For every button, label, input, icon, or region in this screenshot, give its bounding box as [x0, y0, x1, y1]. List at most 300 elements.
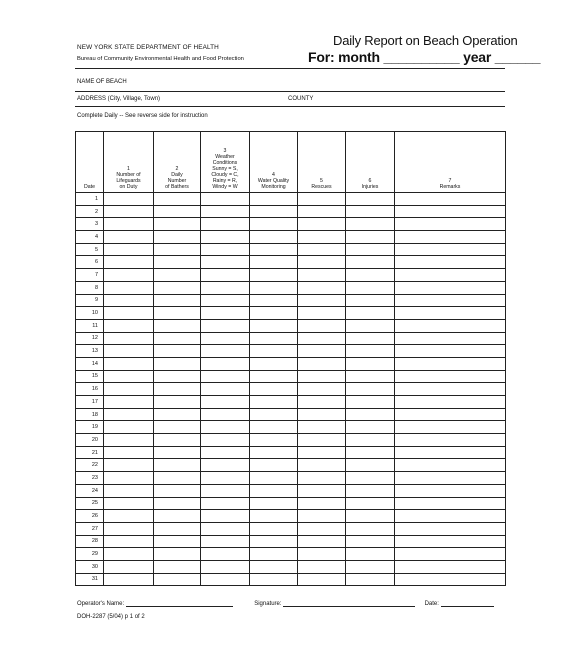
entry-cell[interactable] [104, 408, 154, 421]
entry-cell[interactable] [346, 408, 395, 421]
day-number: 17 [76, 396, 104, 409]
entry-cell[interactable] [201, 357, 250, 370]
entry-cell[interactable] [298, 307, 346, 320]
entry-cell[interactable] [395, 205, 506, 218]
entry-cell[interactable] [201, 548, 250, 561]
entry-cell[interactable] [298, 218, 346, 231]
entry-cell[interactable] [104, 307, 154, 320]
entry-cell[interactable] [201, 218, 250, 231]
entry-cell[interactable] [201, 510, 250, 523]
entry-cell[interactable] [346, 497, 395, 510]
entry-cell[interactable] [395, 472, 506, 485]
entry-cell[interactable] [201, 281, 250, 294]
entry-cell[interactable] [201, 193, 250, 206]
column-header [346, 132, 395, 193]
column-header-line: Monitoring [261, 184, 286, 190]
day-number: 13 [76, 345, 104, 358]
entry-cell[interactable] [298, 319, 346, 332]
entry-cell[interactable] [346, 510, 395, 523]
entry-cell[interactable] [201, 370, 250, 383]
day-number: 3 [76, 218, 104, 231]
table-row [76, 231, 506, 244]
table-row [76, 446, 506, 459]
entry-cell[interactable] [201, 421, 250, 434]
entry-cell[interactable] [154, 256, 201, 269]
entry-cell[interactable] [201, 484, 250, 497]
bureau-name: Bureau of Community Environmental Health and Food Protection [77, 56, 244, 62]
entry-cell[interactable] [250, 472, 298, 485]
entry-cell[interactable] [250, 535, 298, 548]
entry-cell[interactable] [104, 243, 154, 256]
entry-cell[interactable] [395, 370, 506, 383]
table-row [76, 573, 506, 586]
entry-cell[interactable] [104, 294, 154, 307]
entry-cell[interactable] [250, 408, 298, 421]
entry-cell[interactable] [346, 218, 395, 231]
entry-cell[interactable] [201, 472, 250, 485]
entry-cell[interactable] [298, 256, 346, 269]
table-row [76, 243, 506, 256]
entry-cell[interactable] [154, 497, 201, 510]
entry-cell[interactable] [104, 383, 154, 396]
entry-cell[interactable] [104, 357, 154, 370]
entry-cell[interactable] [154, 421, 201, 434]
entry-cell[interactable] [250, 370, 298, 383]
entry-cell[interactable] [154, 294, 201, 307]
entry-cell[interactable] [154, 548, 201, 561]
entry-cell[interactable] [250, 446, 298, 459]
entry-cell[interactable] [250, 357, 298, 370]
entry-cell[interactable] [346, 319, 395, 332]
entry-cell[interactable] [346, 193, 395, 206]
entry-cell[interactable] [250, 307, 298, 320]
table-row [76, 193, 506, 206]
entry-cell[interactable] [346, 573, 395, 586]
entry-cell[interactable] [346, 434, 395, 447]
day-number: 14 [76, 357, 104, 370]
column-header-line: Windy = W [212, 184, 238, 190]
entry-cell[interactable] [201, 256, 250, 269]
entry-cell[interactable] [154, 370, 201, 383]
entry-cell[interactable] [346, 307, 395, 320]
entry-cell[interactable] [154, 573, 201, 586]
entry-cell[interactable] [250, 332, 298, 345]
entry-cell[interactable] [298, 370, 346, 383]
daily-log-table [75, 131, 506, 586]
entry-cell[interactable] [250, 396, 298, 409]
entry-cell[interactable] [250, 231, 298, 244]
entry-cell[interactable] [298, 281, 346, 294]
entry-cell[interactable] [201, 434, 250, 447]
day-number: 22 [76, 459, 104, 472]
column-header [104, 132, 154, 193]
entry-cell[interactable] [104, 560, 154, 573]
date-field[interactable] [441, 600, 494, 607]
column-header-line: Rescues [311, 184, 332, 190]
column-header-line: on Duty [119, 184, 138, 190]
entry-cell[interactable] [201, 535, 250, 548]
entry-cell[interactable] [250, 319, 298, 332]
entry-cell[interactable] [395, 294, 506, 307]
entry-cell[interactable] [395, 510, 506, 523]
agency-name: NEW YORK STATE DEPARTMENT OF HEALTH [77, 44, 219, 51]
table-row [76, 269, 506, 282]
form-id: DOH-2287 (5/04) p 1 of 2 [77, 614, 145, 620]
entry-cell[interactable] [346, 472, 395, 485]
entry-cell[interactable] [250, 345, 298, 358]
entry-cell[interactable] [395, 421, 506, 434]
entry-cell[interactable] [154, 396, 201, 409]
table-header-row [76, 132, 506, 193]
entry-cell[interactable] [395, 446, 506, 459]
entry-cell[interactable] [395, 522, 506, 535]
entry-cell[interactable] [201, 231, 250, 244]
column-header [395, 132, 506, 193]
day-number: 30 [76, 560, 104, 573]
entry-cell[interactable] [395, 332, 506, 345]
entry-cell[interactable] [154, 459, 201, 472]
entry-cell[interactable] [395, 319, 506, 332]
entry-cell[interactable] [395, 548, 506, 561]
entry-cell[interactable] [201, 269, 250, 282]
entry-cell[interactable] [104, 345, 154, 358]
entry-cell[interactable] [298, 383, 346, 396]
entry-cell[interactable] [104, 459, 154, 472]
entry-cell[interactable] [104, 269, 154, 282]
table-row [76, 332, 506, 345]
entry-cell[interactable] [104, 256, 154, 269]
entry-cell[interactable] [395, 193, 506, 206]
entry-cell[interactable] [104, 446, 154, 459]
footer-signature-row [77, 600, 494, 607]
entry-cell[interactable] [298, 193, 346, 206]
entry-cell[interactable] [104, 396, 154, 409]
entry-cell[interactable] [346, 383, 395, 396]
entry-cell[interactable] [346, 522, 395, 535]
entry-cell[interactable] [201, 243, 250, 256]
entry-cell[interactable] [154, 345, 201, 358]
entry-cell[interactable] [104, 319, 154, 332]
entry-cell[interactable] [154, 231, 201, 244]
entry-cell[interactable] [346, 243, 395, 256]
column-header-line: Conditions [212, 160, 238, 166]
entry-cell[interactable] [346, 294, 395, 307]
entry-cell[interactable] [250, 421, 298, 434]
entry-cell[interactable] [154, 269, 201, 282]
column-header-line: of Bathers [165, 184, 189, 190]
column-header-line: Rainy = R, [212, 178, 238, 184]
entry-cell[interactable] [201, 396, 250, 409]
entry-cell[interactable] [395, 357, 506, 370]
table-row [76, 560, 506, 573]
entry-cell[interactable] [395, 484, 506, 497]
entry-cell[interactable] [298, 345, 346, 358]
entry-cell[interactable] [395, 307, 506, 320]
entry-cell[interactable] [298, 459, 346, 472]
entry-cell[interactable] [154, 383, 201, 396]
day-number: 5 [76, 243, 104, 256]
entry-cell[interactable] [250, 193, 298, 206]
entry-cell[interactable] [346, 484, 395, 497]
entry-cell[interactable] [154, 218, 201, 231]
entry-cell[interactable] [154, 357, 201, 370]
entry-cell[interactable] [346, 357, 395, 370]
table-row [76, 294, 506, 307]
entry-cell[interactable] [395, 408, 506, 421]
entry-cell[interactable] [346, 535, 395, 548]
entry-cell[interactable] [104, 281, 154, 294]
entry-cell[interactable] [346, 332, 395, 345]
table-row [76, 281, 506, 294]
entry-cell[interactable] [154, 560, 201, 573]
entry-cell[interactable] [298, 497, 346, 510]
entry-cell[interactable] [250, 484, 298, 497]
entry-cell[interactable] [395, 396, 506, 409]
column-header-line: 7 [448, 178, 452, 184]
column-header-line: 2 [175, 166, 179, 172]
entry-cell[interactable] [154, 319, 201, 332]
entry-cell[interactable] [201, 573, 250, 586]
entry-cell[interactable] [104, 434, 154, 447]
entry-cell[interactable] [201, 383, 250, 396]
signature-label: Signature: [254, 601, 282, 607]
entry-cell[interactable] [395, 231, 506, 244]
day-number: 6 [76, 256, 104, 269]
entry-cell[interactable] [346, 256, 395, 269]
entry-cell[interactable] [346, 459, 395, 472]
entry-cell[interactable] [104, 573, 154, 586]
entry-cell[interactable] [395, 281, 506, 294]
day-number: 10 [76, 307, 104, 320]
table-row [76, 408, 506, 421]
entry-cell[interactable] [201, 522, 250, 535]
entry-cell[interactable] [250, 459, 298, 472]
entry-cell[interactable] [346, 560, 395, 573]
column-header-line: 1 [127, 166, 130, 172]
column-header [154, 132, 201, 193]
entry-cell[interactable] [201, 319, 250, 332]
entry-cell[interactable] [395, 434, 506, 447]
entry-cell[interactable] [154, 332, 201, 345]
entry-cell[interactable] [154, 472, 201, 485]
entry-cell[interactable] [104, 535, 154, 548]
entry-cell[interactable] [298, 484, 346, 497]
entry-cell[interactable] [395, 383, 506, 396]
table-row [76, 319, 506, 332]
day-number: 19 [76, 421, 104, 434]
entry-cell[interactable] [298, 269, 346, 282]
entry-cell[interactable] [346, 446, 395, 459]
entry-cell[interactable] [395, 560, 506, 573]
entry-cell[interactable] [154, 484, 201, 497]
entry-cell[interactable] [250, 560, 298, 573]
entry-cell[interactable] [395, 573, 506, 586]
table-row [76, 256, 506, 269]
entry-cell[interactable] [104, 510, 154, 523]
entry-cell[interactable] [154, 535, 201, 548]
entry-cell[interactable] [104, 421, 154, 434]
entry-cell[interactable] [154, 408, 201, 421]
entry-cell[interactable] [298, 408, 346, 421]
entry-cell[interactable] [395, 459, 506, 472]
day-number: 9 [76, 294, 104, 307]
header-divider [75, 68, 505, 69]
entry-cell[interactable] [201, 446, 250, 459]
report-period: For: month __________ year ______ [308, 49, 541, 65]
day-number: 12 [76, 332, 104, 345]
entry-cell[interactable] [104, 548, 154, 561]
table-row [76, 472, 506, 485]
entry-cell[interactable] [104, 332, 154, 345]
entry-cell[interactable] [154, 434, 201, 447]
table-row [76, 522, 506, 535]
table-row [76, 357, 506, 370]
entry-cell[interactable] [154, 281, 201, 294]
column-header-line: 3 [223, 148, 227, 154]
day-number: 23 [76, 472, 104, 485]
entry-cell[interactable] [154, 522, 201, 535]
entry-cell[interactable] [250, 243, 298, 256]
entry-cell[interactable] [104, 218, 154, 231]
entry-cell[interactable] [104, 484, 154, 497]
entry-cell[interactable] [250, 294, 298, 307]
entry-cell[interactable] [298, 560, 346, 573]
entry-cell[interactable] [395, 218, 506, 231]
entry-cell[interactable] [250, 522, 298, 535]
column-header-line: Weather [215, 154, 235, 160]
entry-cell[interactable] [298, 294, 346, 307]
entry-cell[interactable] [250, 497, 298, 510]
entry-cell[interactable] [298, 332, 346, 345]
entry-cell[interactable] [201, 560, 250, 573]
entry-cell[interactable] [104, 193, 154, 206]
entry-cell[interactable] [154, 243, 201, 256]
entry-cell[interactable] [201, 459, 250, 472]
entry-cell[interactable] [298, 573, 346, 586]
entry-cell[interactable] [395, 269, 506, 282]
column-header [250, 132, 298, 193]
table-row [76, 218, 506, 231]
day-number: 27 [76, 522, 104, 535]
address-line[interactable] [75, 106, 505, 107]
entry-cell[interactable] [346, 396, 395, 409]
table-row [76, 396, 506, 409]
entry-cell[interactable] [250, 256, 298, 269]
entry-cell[interactable] [250, 510, 298, 523]
entry-cell[interactable] [298, 231, 346, 244]
entry-cell[interactable] [104, 231, 154, 244]
entry-cell[interactable] [298, 535, 346, 548]
entry-cell[interactable] [395, 256, 506, 269]
day-number: 4 [76, 231, 104, 244]
entry-cell[interactable] [250, 269, 298, 282]
table-row [76, 484, 506, 497]
entry-cell[interactable] [250, 434, 298, 447]
entry-cell[interactable] [298, 510, 346, 523]
beach-name-label: NAME OF BEACH [77, 79, 127, 85]
entry-cell[interactable] [395, 497, 506, 510]
signature-field[interactable] [283, 600, 415, 607]
entry-cell[interactable] [250, 383, 298, 396]
entry-cell[interactable] [201, 408, 250, 421]
table-row [76, 548, 506, 561]
column-header-line: Lifeguards [116, 178, 141, 184]
entry-cell[interactable] [250, 573, 298, 586]
entry-cell[interactable] [154, 307, 201, 320]
entry-cell[interactable] [346, 370, 395, 383]
report-title: Daily Report on Beach Operation [333, 33, 518, 48]
entry-cell[interactable] [298, 243, 346, 256]
entry-cell[interactable] [250, 548, 298, 561]
beach-name-line[interactable] [75, 91, 505, 92]
entry-cell[interactable] [201, 307, 250, 320]
column-header-line: Number [167, 178, 187, 184]
entry-cell[interactable] [201, 345, 250, 358]
entry-cell[interactable] [201, 332, 250, 345]
entry-cell[interactable] [104, 522, 154, 535]
day-number: 24 [76, 484, 104, 497]
entry-cell[interactable] [298, 434, 346, 447]
entry-cell[interactable] [250, 205, 298, 218]
entry-cell[interactable] [104, 205, 154, 218]
entry-cell[interactable] [154, 205, 201, 218]
entry-cell[interactable] [346, 345, 395, 358]
entry-cell[interactable] [298, 357, 346, 370]
entry-cell[interactable] [395, 345, 506, 358]
entry-cell[interactable] [104, 370, 154, 383]
entry-cell[interactable] [298, 548, 346, 561]
entry-cell[interactable] [346, 281, 395, 294]
entry-cell[interactable] [154, 193, 201, 206]
entry-cell[interactable] [201, 294, 250, 307]
operator-name-field[interactable] [126, 600, 233, 607]
entry-cell[interactable] [298, 446, 346, 459]
column-header-line: Date [84, 184, 95, 190]
entry-cell[interactable] [395, 243, 506, 256]
column-header [76, 132, 104, 193]
entry-cell[interactable] [154, 446, 201, 459]
table-row [76, 535, 506, 548]
entry-cell[interactable] [395, 535, 506, 548]
day-number: 11 [76, 319, 104, 332]
entry-cell[interactable] [201, 205, 250, 218]
entry-cell[interactable] [298, 522, 346, 535]
entry-cell[interactable] [154, 510, 201, 523]
table-row [76, 205, 506, 218]
table-row [76, 434, 506, 447]
column-header [201, 132, 250, 193]
entry-cell[interactable] [298, 396, 346, 409]
entry-cell[interactable] [298, 205, 346, 218]
entry-cell[interactable] [201, 497, 250, 510]
entry-cell[interactable] [346, 269, 395, 282]
entry-cell[interactable] [250, 281, 298, 294]
column-header-line: Number of [116, 172, 141, 178]
table-row [76, 510, 506, 523]
entry-cell[interactable] [250, 218, 298, 231]
entry-cell[interactable] [346, 231, 395, 244]
entry-cell[interactable] [346, 548, 395, 561]
entry-cell[interactable] [104, 472, 154, 485]
entry-cell[interactable] [346, 421, 395, 434]
entry-cell[interactable] [346, 205, 395, 218]
operator-name-label: Operator's Name: [77, 601, 125, 607]
entry-cell[interactable] [298, 421, 346, 434]
column-header-line: 6 [368, 178, 372, 184]
entry-cell[interactable] [298, 472, 346, 485]
table-row [76, 497, 506, 510]
entry-cell[interactable] [104, 497, 154, 510]
